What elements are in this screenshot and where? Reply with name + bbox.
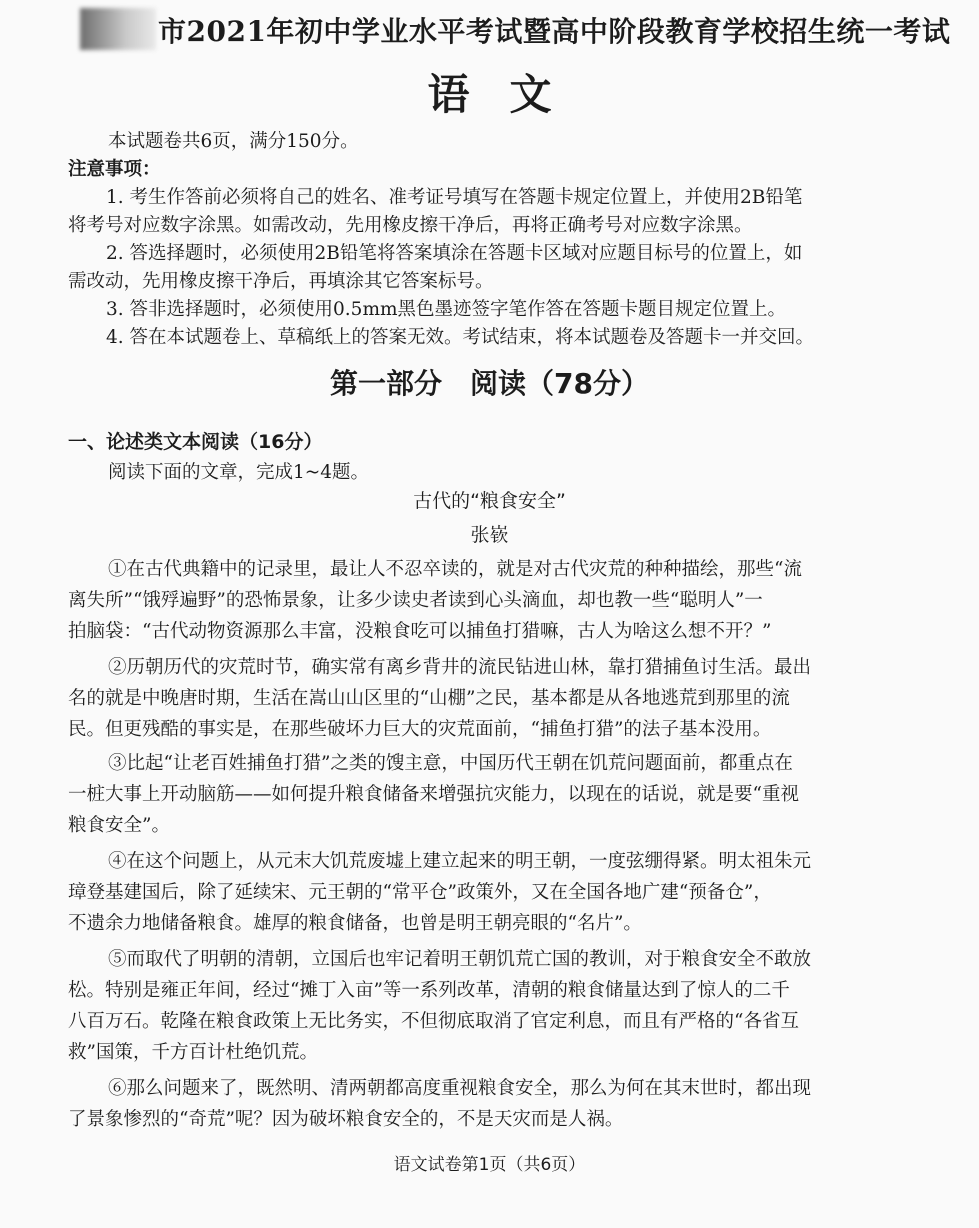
- article-line: 救”国策，千方百计杜绝饥荒。: [68, 1042, 318, 1063]
- section-instruction: 阅读下面的文章，完成1~4题。: [108, 462, 370, 483]
- subject-title: 语文: [427, 70, 592, 119]
- article-line: 松。特别是雍正年间，经过“摊丁入亩”等一系列改革，清朝的粮食储量达到了惊人的二千: [68, 980, 790, 1001]
- article-line: ①在古代典籍中的记录里，最让人不忍卒读的，就是对古代灾荒的种种描绘，那些“流: [108, 559, 802, 580]
- section-title: 一、论述类文本阅读（16分）: [68, 431, 323, 453]
- article-line: 离失所”“饿殍遍野”的恐怖景象，让多少读史者读到心头滴血，却也教一些“聪明人”一: [68, 590, 763, 611]
- exam-title: 市2021年初中学业水平考试暨高中阶段教育学校招生统一考试: [158, 15, 951, 48]
- article-line: 了景象惨烈的“奇荒”呢？因为破坏粮食安全的，不是天灾而是人祸。: [68, 1109, 624, 1130]
- article-line: 粮食安全”。: [68, 815, 170, 836]
- notice-line: 4. 答在本试题卷上、草稿纸上的答案无效。考试结束，将本试题卷及答题卡一并交回。: [106, 327, 815, 348]
- article-line: ②历朝历代的灾荒时节，确实常有离乡背井的流民钻进山林，靠打猎捕鱼讨生活。最出: [108, 657, 812, 678]
- notice-line: 3. 答非选择题时，必须使用0.5mm黑色墨迹签字笔作答在答题卡题目规定位置上。: [106, 299, 787, 320]
- article-line: 一桩大事上开动脑筋——如何提升粮食储备来增强抗灾能力，以现在的话说，就是要“重视: [68, 784, 799, 805]
- part-title: 第一部分 阅读（78分）: [330, 367, 649, 400]
- article-line: 不遗余力地储备粮食。雄厚的粮食储备，也曾是明王朝亮眼的“名片”。: [68, 913, 642, 934]
- article-line: ⑤而取代了明朝的清朝，立国后也牢记着明王朝饥荒亡国的教训，对于粮食安全不敢放: [108, 949, 812, 970]
- article-line: 民。但更残酷的事实是，在那些破坏力巨大的灾荒面前，“捕鱼打猎”的法子基本没用。: [68, 719, 772, 740]
- article-line: 八百万石。乾隆在粮食政策上无比务实，不但彻底取消了官定利息，而且有严格的“各省互: [68, 1011, 799, 1032]
- notice-line: 将考号对应数字涂黑。如需改动，先用橡皮擦干净后，再将正确考号对应数字涂黑。: [68, 215, 753, 236]
- page-info: 本试题卷共6页，满分150分。: [108, 131, 359, 152]
- notice-line: 2. 答选择题时，必须使用2B铅笔将答案填涂在答题卡区域对应题目标号的位置上，如: [106, 243, 803, 264]
- article-line: 璋登基建国后，除了延续宋、元王朝的“常平仓”政策外，又在全国各地广建“预备仓”，: [68, 882, 772, 903]
- article-line: 拍脑袋：“古代动物资源那么丰富，没粮食吃可以捕鱼打猎嘛，古人为啥这么想不开？”: [68, 621, 772, 642]
- article-line: ④在这个问题上，从元末大饥荒废墟上建立起来的明王朝，一度弦绷得紧。明太祖朱元: [108, 851, 812, 872]
- article-line: ⑥那么问题来了，既然明、清两朝都高度重视粮食安全，那么为何在其末世时，都出现: [108, 1078, 812, 1099]
- notice-line: 需改动，先用橡皮擦干净后，再填涂其它答案标号。: [68, 271, 494, 292]
- article-title: 古代的“粮食安全”: [413, 490, 566, 512]
- page-footer: 语文试卷第1页（共6页）: [393, 1155, 586, 1175]
- redacted-city-name: [80, 8, 156, 50]
- notice-line: 1. 考生作答前必须将自己的姓名、准考证号填写在答题卡规定位置上，并使用2B铅笔: [106, 187, 803, 208]
- article-author: 张嵚: [470, 524, 509, 546]
- notice-heading: 注意事项：: [68, 159, 161, 180]
- article-line: 名的就是中晚唐时期，生活在嵩山山区里的“山棚”之民，基本都是从各地逃荒到那里的流: [68, 688, 790, 709]
- article-line: ③比起“让老百姓捕鱼打猎”之类的馊主意，中国历代王朝在饥荒问题面前，都重点在: [108, 753, 793, 774]
